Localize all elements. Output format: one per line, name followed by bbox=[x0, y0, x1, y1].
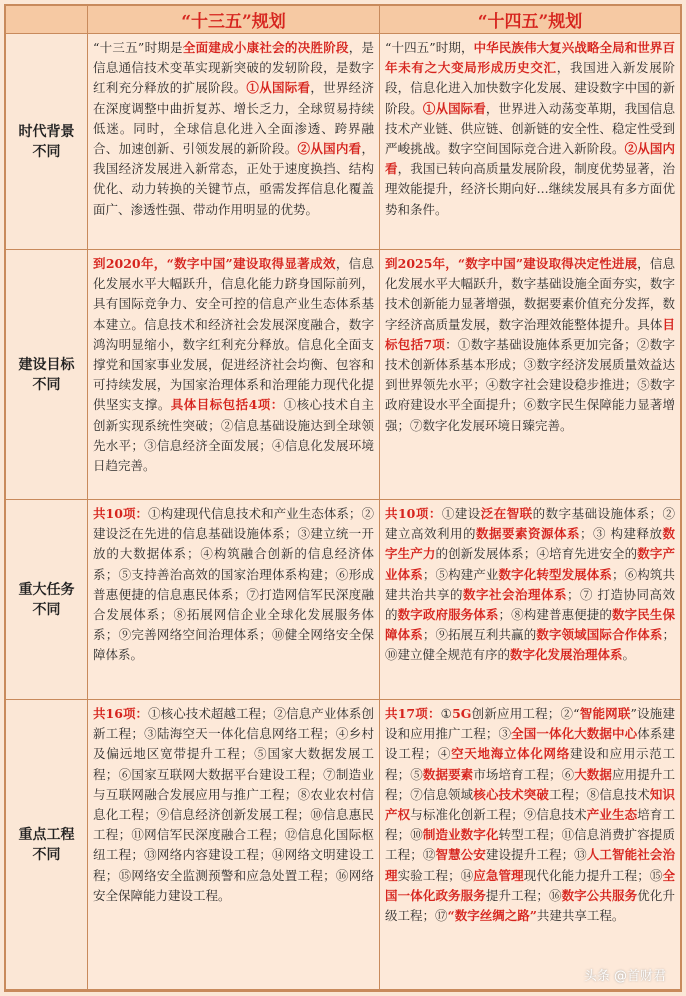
highlight-text: 应急管理 bbox=[473, 867, 524, 883]
body-text: “十四五”时期， bbox=[385, 40, 474, 55]
body-text: 培育工程；⑩ bbox=[385, 807, 675, 843]
cell-14th-goals bbox=[385, 254, 675, 436]
highlight-text: 共17项： bbox=[385, 706, 441, 721]
highlight-text: 全面建成小康社会的决胜阶段 bbox=[182, 40, 349, 55]
highlight-text: 人工智能社会治理 bbox=[385, 847, 675, 883]
body-text: ，我国已转向高质量发展阶段，制度优势显著，治理效能提升，经济长期向好...继续发展具有多方面优势和条件。 bbox=[385, 161, 675, 217]
body-text: ，是信息通信技术变革实现新突破的发轫阶段，是数字红利充分释放的扩展阶段。 bbox=[93, 40, 374, 96]
highlight-text: 数字生产力 bbox=[385, 526, 675, 562]
highlight-text: ②从国内看 bbox=[385, 141, 675, 177]
highlight-text: 共16项： bbox=[93, 706, 149, 721]
cell-14th-projects bbox=[385, 704, 675, 926]
highlight-text: 空天地海立体化网络 bbox=[451, 746, 570, 762]
header-blank bbox=[6, 6, 88, 33]
body-text: ；⑨拓展互利共赢的 bbox=[422, 627, 537, 643]
header-13th-plan: “十三五”规划 bbox=[88, 6, 380, 33]
highlight-text: “数字丝绸之路” bbox=[447, 908, 537, 924]
row-label-projects: 重点工程 不同 bbox=[18, 826, 75, 863]
body-text: ，信息化发展水平大幅跃升，数字基础设施全面夯实，数字技术创新能力显著增强，数据要素价值充分发挥，数字经济高质量发展，数字治理效能整体提升。具体 bbox=[385, 256, 675, 332]
body-text: 。 bbox=[622, 647, 636, 663]
cell-13th-tasks bbox=[93, 504, 374, 666]
body-text: ①构建现代信息技术和产业生态体系；②建设泛在先进的信息基础设施体系；③建立统一开放的大数据体系；④构筑融合创新的信息经济体系；⑤支持善治高效的国家治理体系构建；⑥形成普惠便捷的信息惠民体系；⑦打造网信军民深度融合发展体系；⑧拓展网信企业全球化发展服务体系；⑨完善网络空间治理体系；⑩健全网络安全保障体系。 bbox=[93, 506, 374, 663]
highlight-text: 数字公共服务 bbox=[561, 887, 638, 903]
body-text: 优化升级工程；⑰ bbox=[385, 887, 675, 924]
body-text: 工程；⑧信息技术 bbox=[548, 786, 650, 802]
row-label-background: 时代背景 不同 bbox=[18, 123, 75, 160]
body-text: 创新应用工程；②“ bbox=[471, 706, 580, 721]
body-text: 市场培育工程；⑥ bbox=[473, 766, 575, 782]
body-text: ”设施建设和应用推广工程；③ bbox=[385, 706, 675, 742]
table-row bbox=[6, 500, 680, 700]
highlight-text: 全国一体化政务服务 bbox=[385, 867, 675, 903]
highlight-text: 5G bbox=[452, 706, 472, 721]
body-text: ；⑦ 打造协同高效的 bbox=[385, 586, 675, 623]
cell-13th-projects bbox=[93, 704, 374, 906]
highlight-text: 数字政府服务体系 bbox=[397, 607, 499, 623]
highlight-text: 中华民族伟大复兴战略全局和世界百年未有之大变局形成历史交汇 bbox=[385, 40, 676, 76]
body-text: ；⑧构建普惠便捷的 bbox=[498, 607, 613, 623]
table-row bbox=[6, 250, 680, 500]
highlight-text: 数字社会治理体系 bbox=[463, 586, 567, 602]
body-text: ①核心技术自主创新实现系统性突破；②信息基础设施达到全球领先水平；③信息经济全面发展；④信息化发展环境日趋完善。 bbox=[93, 397, 374, 474]
body-text: 共建共享工程。 bbox=[536, 908, 625, 924]
highlight-text: 数字领域国际合作体系 bbox=[536, 627, 663, 643]
body-text: ；⑤构建产业 bbox=[422, 566, 499, 582]
row-label-goals: 建设目标 不同 bbox=[18, 356, 75, 393]
body-text: 的创新发展体系；④培育先进安全的 bbox=[435, 546, 638, 562]
cell-14th-tasks bbox=[385, 504, 675, 666]
cell-13th-background bbox=[93, 38, 374, 220]
cell-14th-background bbox=[385, 38, 675, 220]
body-text: ①建设 bbox=[441, 506, 481, 521]
watermark: 头条 @首财君 bbox=[583, 969, 666, 984]
body-text: ，我国进入新发展阶段，信息化进入加快数字化发展、建设数字中国的新阶段。 bbox=[385, 60, 675, 116]
highlight-text: 目标包括7项 bbox=[385, 316, 675, 352]
body-text: “十三五”时期是 bbox=[93, 40, 183, 55]
body-text: ； ⑩建立健全规范有序的 bbox=[385, 627, 675, 663]
body-text: ：①数字基础设施体系更加完备；②数字技术创新体系基本形成；③数字经济发展质量效益达到世界领先水平；④数字社会建设稳步推进；⑤数字政府建设水平全面提升；⑥数字民生保障能力显著增强；⑦数字化发展环境日臻完善。 bbox=[385, 336, 675, 433]
body-text: ①核心技术超越工程；②信息产业体系创新工程；③陆海空天一体化信息网络工程；④乡村及偏远地区宽带提升工程；⑤国家大数据发展工程；⑥国家互联网大数据平台建设工程；⑦制造业与互联网融合发展应用与推广工程；⑧农业农村信息化工程；⑨信息经济创新发展工程；⑩信息惠民工程；⑪网信军民深度融合工程；⑫信息化国际枢纽工程；⑬网络内容建设工程；⑭网络文明建设工程；⑮网络安全监测预警和应急处置工程；⑯网络安全保障能力建设工程。 bbox=[93, 706, 374, 903]
header-row bbox=[6, 6, 680, 34]
highlight-text: 数字民生保障体系 bbox=[385, 607, 675, 643]
highlight-text: 数字产业体系 bbox=[385, 546, 675, 582]
highlight-text: 制造业数字化 bbox=[422, 827, 499, 843]
body-text: 与标准化创新工程；⑨信息技术 bbox=[410, 807, 587, 823]
highlight-text: ①从国际看 bbox=[422, 100, 486, 116]
table-row bbox=[6, 34, 680, 250]
body-text: ，信息化发展水平大幅跃升，信息化能力跻身国际前列，具有国际竞争力、安全可控的信息产业生态体系基本建立。信息技术和经济社会发展深度融合，数字鸿沟明显缩小，数字红利充分释放。信息化全面支撑党和国家事业发展，促进经济社会均衡、包容和可持续发展，为国家治理体系和治理能力现代化提供坚实支撑。 bbox=[93, 256, 374, 413]
body-text: ，世界进入动荡变革期，我国信息技术产业链、供应链、创新链的安全性、稳定性受到严峻挑战。数字空间国际竞合进入新阶段。 bbox=[385, 100, 675, 157]
highlight-text: 全国一体化大数据中心 bbox=[511, 726, 638, 742]
highlight-text: 数据要素资源体系 bbox=[476, 526, 580, 542]
highlight-text: 产业生态 bbox=[586, 807, 638, 823]
body-text: 转型工程；⑪信息消费扩容提质工程；⑫ bbox=[385, 827, 675, 863]
highlight-text: 到2020年，“数字中国”建设取得显著成效 bbox=[93, 256, 336, 271]
highlight-text: 智能网联 bbox=[579, 706, 631, 721]
body-text: 现代化能力提升工程；⑮ bbox=[523, 867, 663, 883]
body-text: ① bbox=[440, 706, 453, 721]
highlight-text: 共10项： bbox=[93, 506, 149, 521]
highlight-text: 大数据 bbox=[574, 766, 613, 782]
body-text: ；③ 构建释放 bbox=[580, 526, 663, 542]
highlight-text: 具体目标包括4项： bbox=[170, 397, 284, 413]
body-text: 提升工程；⑯ bbox=[485, 887, 562, 903]
row-label-tasks: 重大任务 不同 bbox=[18, 581, 75, 618]
body-text: ，我国经济发展进入新常态，正处于速度换挡、结构优化、动力转换的关键节点，亟需发挥信息化覆盖面广、渗透性强、带动作用明显的优势。 bbox=[93, 141, 374, 217]
highlight-text: 核心技术突破 bbox=[473, 786, 549, 802]
highlight-text: 到2025年，“数字中国”建设取得决定性进展 bbox=[385, 256, 638, 271]
highlight-text: ②从国内看 bbox=[297, 141, 362, 157]
comparison-table bbox=[4, 4, 682, 992]
body-text: 体系建设工程；④ bbox=[385, 726, 675, 762]
body-text: 实验工程；⑭ bbox=[397, 867, 474, 883]
highlight-text: ①从国际看 bbox=[246, 80, 311, 96]
header-14th-plan: “十四五”规划 bbox=[380, 6, 680, 33]
highlight-text: 共10项： bbox=[385, 506, 442, 521]
highlight-text: 数字化发展治理体系 bbox=[510, 647, 623, 663]
table-row bbox=[6, 700, 680, 990]
body-text: 建设提升工程；⑬ bbox=[485, 847, 587, 863]
cell-13th-goals bbox=[93, 254, 374, 476]
highlight-text: 数字化转型发展体系 bbox=[498, 566, 613, 582]
highlight-text: 泛在智联 bbox=[480, 506, 533, 521]
highlight-text: 智慧公安 bbox=[435, 847, 486, 863]
highlight-text: 数据要素 bbox=[422, 766, 474, 782]
body-text: ，世界经济在深度调整中曲折复苏、增长乏力，全球贸易持续低迷。同时，全球信息化进入全面渗透、跨界融合、加速创新、引领发展的新阶段。 bbox=[93, 80, 374, 157]
highlight-text: 知识产权 bbox=[385, 786, 675, 823]
body-text: 建设和应用示范工程；⑤ bbox=[385, 746, 675, 782]
body-text: ；⑥构筑共建共治共享的 bbox=[385, 566, 675, 602]
body-text: 应用提升工程；⑦信息领域 bbox=[385, 766, 675, 802]
body-text: 的数字基础设施体系；②建立高效利用的 bbox=[385, 506, 675, 542]
